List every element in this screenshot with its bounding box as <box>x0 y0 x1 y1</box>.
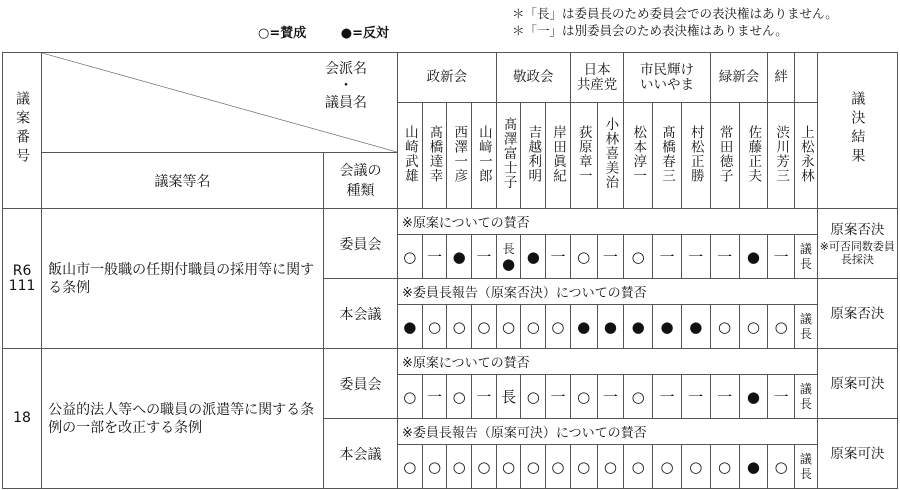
vote-cell: 議 長 <box>795 235 818 279</box>
vote-cell: ● <box>739 235 768 279</box>
meeting-type: 委員会 <box>323 209 397 279</box>
vote-cell: ● <box>398 305 423 349</box>
vote-cell: ○ <box>496 445 521 489</box>
bill-number: R6 111 <box>3 209 42 349</box>
member-name: 髙橋春三 <box>653 103 682 209</box>
vote-cell: ○ <box>768 305 795 349</box>
vote-cell: ○ <box>570 445 597 489</box>
member-name: 西澤一彦 <box>447 103 472 209</box>
corner-header-top <box>42 53 398 153</box>
bill-title: 公益的法人等への職員の派遣等に関する条例の一部を改正する条例 <box>42 349 324 489</box>
vote-cell: 一 <box>597 375 624 419</box>
vote-result: 原案否決 ※可否同数委員長採決 <box>817 209 897 279</box>
vote-cell: ○ <box>521 305 546 349</box>
vote-cell: ○ <box>570 235 597 279</box>
vote-cell: ○ <box>624 375 653 419</box>
meeting-type: 本会議 <box>323 279 397 349</box>
note-other-committee: ＊「一」は別委員会のため表決権はありません。 <box>512 23 788 38</box>
vote-cell: 一 <box>710 235 739 279</box>
vote-cell: ○ <box>739 305 768 349</box>
vote-cell: ○ <box>570 375 597 419</box>
vote-result: 原案可決 <box>817 419 897 489</box>
vote-cell: ○ <box>472 305 497 349</box>
member-name: 髙澤富士子 <box>496 103 521 209</box>
vote-cell: ● <box>681 305 710 349</box>
vote-cell: ● <box>570 305 597 349</box>
member-name: 小林喜美治 <box>597 103 624 209</box>
result-header: 議決結果 <box>817 53 897 209</box>
vote-cell: 一 <box>768 235 795 279</box>
member-name: 村松正勝 <box>681 103 710 209</box>
vote-note: ※原案についての賛否 <box>398 209 818 235</box>
vote-cell: ○ <box>398 235 423 279</box>
vote-cell: 一 <box>422 375 447 419</box>
vote-result: 原案否決 <box>817 279 897 349</box>
meeting-type: 本会議 <box>323 419 397 489</box>
vote-cell: ● <box>597 305 624 349</box>
party-header <box>795 53 818 103</box>
vote-note: ※委員長報告（原案否決）についての賛否 <box>398 279 818 305</box>
vote-cell: 一 <box>546 375 571 419</box>
member-name: 山﨑一郎 <box>472 103 497 209</box>
vote-cell: ● <box>653 305 682 349</box>
legend-notes <box>512 5 838 39</box>
vote-cell: 一 <box>681 375 710 419</box>
vote-cell: 長 <box>496 375 521 419</box>
vote-cell: ○ <box>447 445 472 489</box>
vote-cell: 一 <box>653 235 682 279</box>
vote-cell: 議 長 <box>795 375 818 419</box>
vote-cell: ○ <box>447 305 472 349</box>
vote-cell: ● <box>739 375 768 419</box>
legend-no: ●=反対 <box>340 26 390 41</box>
vote-cell: ○ <box>398 375 423 419</box>
bill-title: 飯山市一般職の任期付職員の採用等に関する条例 <box>42 209 324 349</box>
faction-member-label: 会派名 ・ 議員名 <box>325 61 367 111</box>
member-name: 岸田眞紀 <box>546 103 571 209</box>
vote-cell: 一 <box>472 235 497 279</box>
vote-cell: ○ <box>681 445 710 489</box>
vote-cell: ● <box>521 235 546 279</box>
vote-cell: 議 長 <box>795 305 818 349</box>
vote-cell: ○ <box>710 305 739 349</box>
vote-cell: 議 長 <box>795 445 818 489</box>
member-name: 常田徳子 <box>710 103 739 209</box>
bill-number: 18 <box>3 349 42 489</box>
vote-cell: ○ <box>521 375 546 419</box>
vote-cell: 長 ● <box>496 235 521 279</box>
vote-cell: ● <box>447 235 472 279</box>
vote-note: ※委員長報告（原案可決）についての賛否 <box>398 419 818 445</box>
vote-cell: ○ <box>546 305 571 349</box>
vote-cell: ○ <box>422 305 447 349</box>
note-chair: ＊「長」は委員長のため委員会での表決権はありません。 <box>512 6 838 21</box>
vote-cell: 一 <box>710 375 739 419</box>
vote-cell: ○ <box>398 445 423 489</box>
member-name: 松本淳一 <box>624 103 653 209</box>
vote-cell: 一 <box>768 375 795 419</box>
party-header: 敬政会 <box>496 53 570 103</box>
vote-legend <box>258 22 419 41</box>
vote-cell: ○ <box>472 445 497 489</box>
vote-result: 原案可決 <box>817 349 897 419</box>
vote-results-table <box>2 52 898 489</box>
vote-cell: ○ <box>624 235 653 279</box>
vote-cell: ○ <box>653 445 682 489</box>
vote-cell: ○ <box>521 445 546 489</box>
legend-yes: ○=賛成 <box>258 26 307 41</box>
vote-cell: ○ <box>597 445 624 489</box>
member-name: 渋川芳三 <box>768 103 795 209</box>
vote-cell: ○ <box>624 445 653 489</box>
vote-cell: 一 <box>653 375 682 419</box>
meeting-type-header: 会議の 種類 <box>323 153 397 209</box>
vote-cell: ● <box>624 305 653 349</box>
party-header: 日本 共産党 <box>570 53 623 103</box>
vote-cell: 一 <box>546 235 571 279</box>
vote-cell: ○ <box>710 445 739 489</box>
member-name: 山崎武雄 <box>398 103 423 209</box>
vote-cell: ○ <box>546 445 571 489</box>
vote-note: ※原案についての賛否 <box>398 349 818 375</box>
bill-number-header: 議案番号 <box>3 53 42 209</box>
vote-cell: ● <box>739 445 768 489</box>
party-header: 緑新会 <box>710 53 768 103</box>
vote-cell: ○ <box>768 445 795 489</box>
member-name: 吉越利明 <box>521 103 546 209</box>
party-header: 市民輝け いいやま <box>624 53 710 103</box>
member-name: 髙橋達幸 <box>422 103 447 209</box>
vote-cell: ○ <box>496 305 521 349</box>
vote-cell: 一 <box>597 235 624 279</box>
vote-cell: 一 <box>681 235 710 279</box>
bill-name-header: 議案等名 <box>42 153 324 209</box>
member-name: 佐藤正夫 <box>739 103 768 209</box>
vote-cell: 一 <box>472 375 497 419</box>
vote-cell: 一 <box>422 235 447 279</box>
member-name: 荻原章一 <box>570 103 597 209</box>
meeting-type: 委員会 <box>323 349 397 419</box>
vote-cell: ○ <box>422 445 447 489</box>
member-name: 上松永林 <box>795 103 818 209</box>
party-header: 絆 <box>768 53 795 103</box>
party-header: 政新会 <box>398 53 497 103</box>
vote-cell: ○ <box>447 375 472 419</box>
